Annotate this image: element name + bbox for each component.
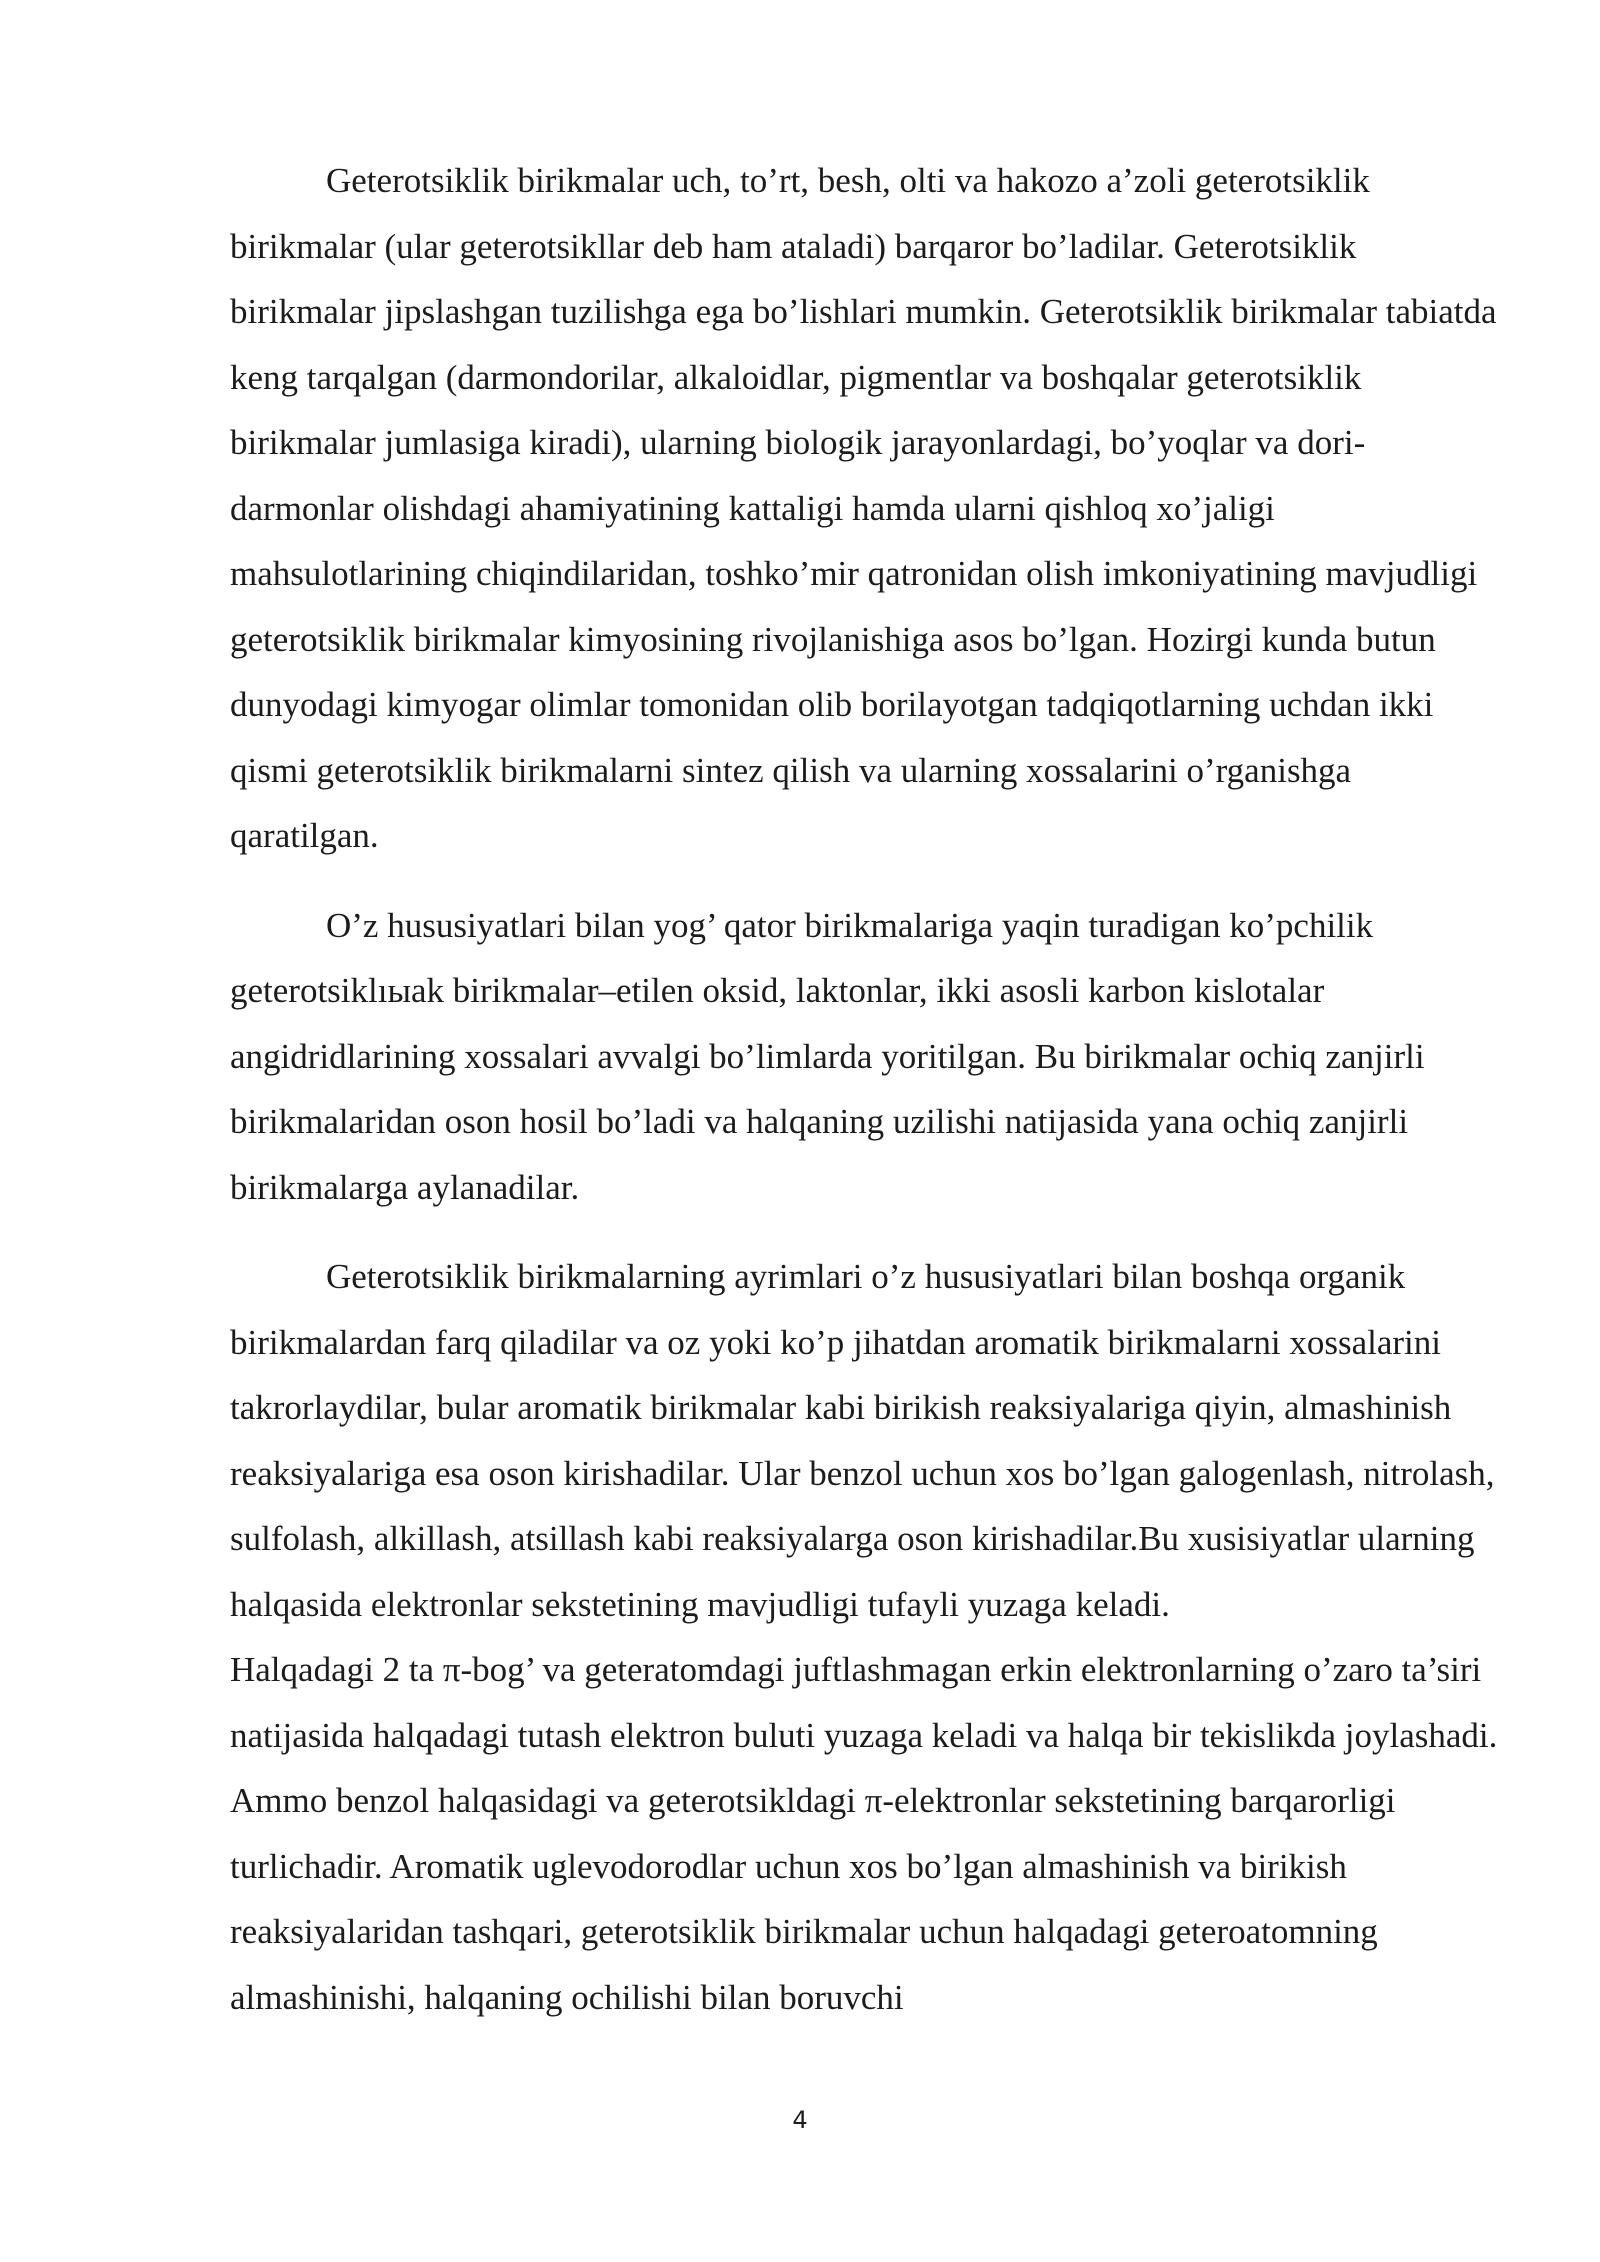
paragraph-1: Geterotsiklik birikmalar uch, to’rt, besh, olti va hakozo a’zoli geterotsiklik birikmalar (ular geterotsikllar deb ham ataladi) barqaror bo’ladilar. Geterotsiklik birikmalar jipslashgan tuzilishga ega bo’lishlari mumkin. Geterotsiklik birikmalar tabiatda keng tarqalgan (darmondorilar, alkaloidlar, pigmentlar va boshqalar geterotsiklik birikmalar jumlasiga kiradi), ularning biologik jarayonlardagi, bo’yoqlar va dori-darmonlar olishdagi ahamiyatining kattaligi hamda ularni qishloq xo’jaligi mahsulotlarining chiqindilaridan, toshko’mir qatronidan olish imkoniyatining mavjudligi geterotsiklik birikmalar kimyosining rivojlanishiga asos bo’lgan. Hozirgi kunda butun dunyodagi kimyogar olimlar tomonidan olib borilayotgan tadqiqotlarning uchdan ikki qismi geterotsiklik birikmalarni sintez qilish va ularning xossalarini o’rganishga qaratilgan. — [230, 161, 1497, 855]
page-body — [230, 148, 1500, 2030]
paragraph-3: Geterotsiklik birikmalarning ayrimlari o’z hususiyatlari bilan boshqa organik birikmalardan farq qiladilar va oz yoki ko’p jihatdan aromatik birikmalarni xossalarini takrorlaydilar, bular aromatik birikmalar kabi birikish reaksiyalariga qiyin, almashinish reaksiyalariga esa oson kirishadilar. Ular benzol uchun xos bo’lgan galogenlash, nitrolash, sulfolash, alkillash, atsillash kabi reaksiyalarga oson kirishadilar.Bu xusisiyatlar ularning halqasida elektronlar sekstetining mavjudligi tufayli yuzaga keladi. — [230, 1257, 1495, 1624]
paragraph-4: Halqadagi 2 ta π-bog’ va geteratomdagi juftlashmagan erkin elektronlarning o’zaro ta’siri natijasida halqadagi tutash elektron buluti yuzaga keladi va halqa bir tekislikda joylashadi. Ammo benzol halqasidagi va geterotsikldagi π-elektronlar sekstetining barqarorligi turlichadir. Aromatik uglevodorodlar uchun xos bo’lgan almashinish va birikish reaksiyalaridan tashqari, geterotsiklik birikmalar uchun halqadagi geteroatomning almashinishi, halqaning ochilishi bilan boruvchi — [230, 1650, 1498, 2017]
page-number: 4 — [792, 2106, 808, 2134]
paragraph-2: O’z hususiyatlari bilan yog’ qator birikmalariga yaqin turadigan ko’pchilik geterotsiklıыak birikmalar–etilen oksid, laktonlar, ikki asosli karbon kislotalar angidridlarining xossalari avvalgi bo’limlarda yoritilgan. Bu birikmalar ochiq zanjirli birikmalaridan oson hosil bo’ladi va halqaning uzilishi natijasida yana ochiq zanjirli birikmalarga aylanadilar. — [230, 905, 1425, 1207]
